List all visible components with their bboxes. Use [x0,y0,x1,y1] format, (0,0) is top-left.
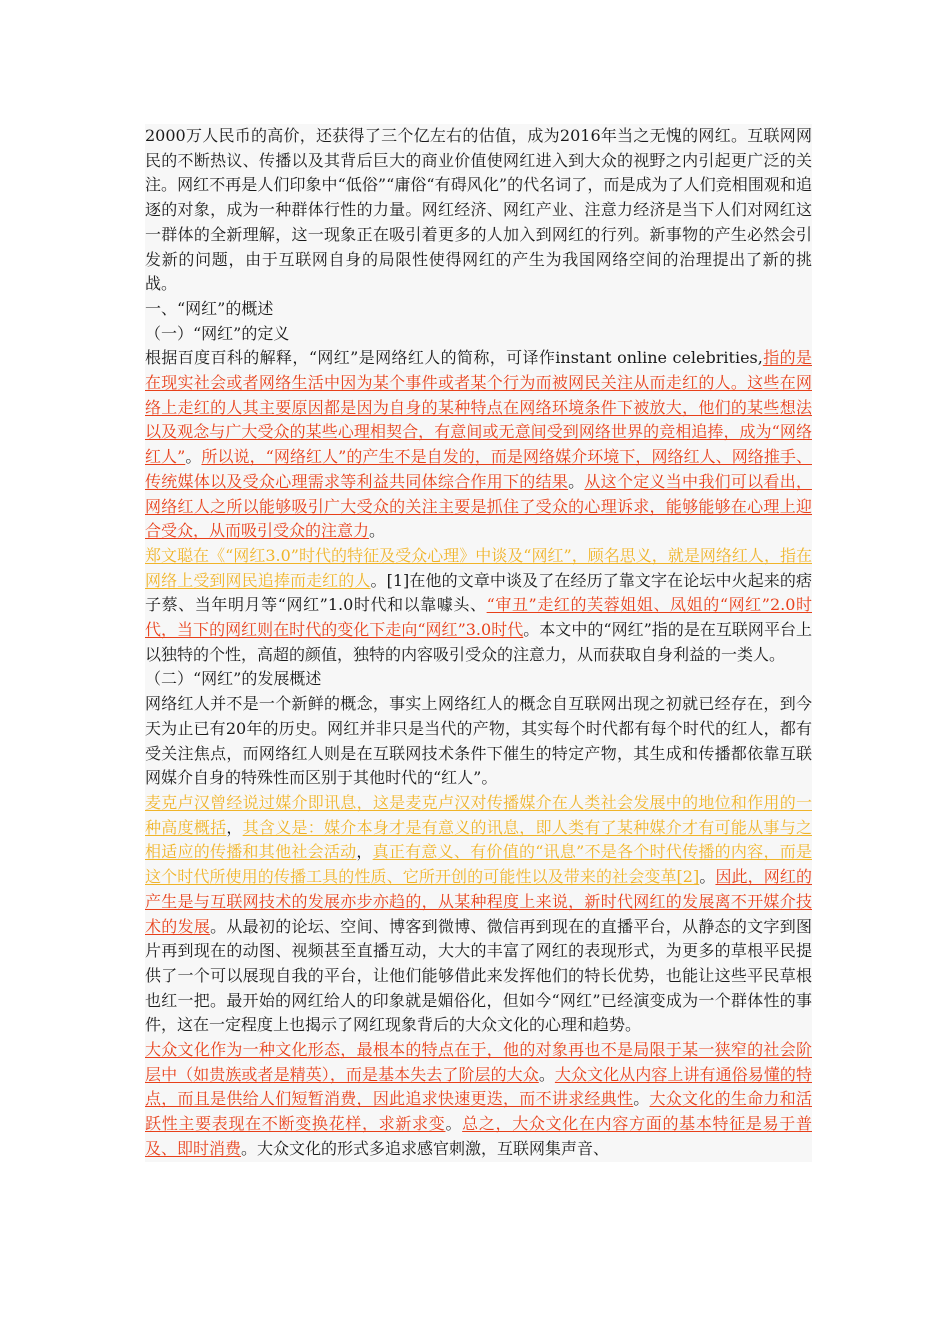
body-paragraph [145,791,812,1038]
text-run: 。本文中的“网红”指的是在互联网平台上以独特的个性，高超的颜值，独特的内容吸引受众的注意力，从而获取自身利益的一类人。 [145,620,812,664]
body-paragraph [145,692,812,791]
text-run: 网络红人并不是一个新鲜的概念，事实上网络红人的概念自互联网出现之初就已经存在，到今天为止已有20年的历史。网红并非只是当代的产物，其实每个时代都有每个时代的红人，都有受关注焦点，而网络红人则是在互联网技术条件下催生的特定产物，其生成和传播都依靠互联网媒介自身的特殊性而区别于其他时代的“红人”。 [145,694,812,788]
red-highlighted-text: “审丑”走红的芙蓉姐姐、凤姐的“网红”2.0时代，当下的网红则在时代的变化下走向“网红”3.0时代 [145,595,812,640]
section-heading [145,322,812,347]
text-run: 。 [568,471,585,491]
text-run: 。 [445,1114,463,1134]
yellow-highlighted-text: 真正有意义、有价值的“讯息”不是各个时代传播的内容，而是这个时代所使用的传播工具的性质、它所开创的可能性以及带来的社会变革[2] [145,842,812,887]
document-page [145,124,812,1162]
text-run: 2000万人民币的高价，还获得了三个亿左右的估值，成为2016年当之无愧的网红。互联网网民的不断热议、传播以及其背后巨大的商业价值使网红进入到大众的视野之内引起更广泛的关注。网红不再是人们印象中“低俗”“庸俗“有碍风化”的代名词了，而是成为了人们竞相围观和追逐的对象，成为一种群体行性的力量。网红经济、网红产业、注意力经济是当下人们对网红这一群体的全新理解，这一现象正在吸引着更多的人加入到网红的行列。新事物的产生必然会引发新的问题，由于互联网自身的局限性使得网红的产生为我国网络空间的治理提出了新的挑战。 [145,126,812,294]
text-run: ， [356,842,373,862]
red-highlighted-text: 因此，网红的产生是与互联网技术的发展亦步亦趋的，从某种程度上来说，新时代网红的发展离不开媒介技术的发展 [145,867,812,936]
text-run: 。[1]在他的文章中谈及了在经历了靠文字在论坛中火起来的痞子蔡、当年明月等“网红”1.0时代和以靠噱头、 [145,570,812,615]
red-highlighted-text: 所以说，“网络红人”的产生不是自发的，而是网络媒介环境下，网络红人、网络推手、传统媒体以及受众心理需求等利益共同体综合作用下的结果 [145,447,812,491]
body-paragraph [145,544,812,668]
red-highlighted-text: 大众文化的生命力和活跃性主要表现在不断变换花样，求新求变 [145,1089,812,1134]
text-run: 。 [538,1064,555,1084]
text-run: 一、“网红”的概述 [145,298,274,318]
text-run: （一）“网红”的定义 [145,323,290,343]
text-run: （二）“网红”的发展概述 [145,669,322,689]
section-heading [145,667,812,692]
red-highlighted-text: 总之，大众文化在内容方面的基本特征是易于普及、即时消费 [145,1114,812,1158]
text-run: ， [226,817,243,837]
yellow-highlighted-text: 郑文聪在《“网红3.0”时代的特征及受众心理》中谈及“网红”，顾名思义，就是网络红人，指在网络上受到网民追捧而走红的人 [145,545,812,590]
text-run: 。大众文化的形式多追求感官刺激，互联网集声音、 [241,1138,610,1158]
red-highlighted-text: 指的是在现实社会或者网络生活中因为某个事件或者某个行为而被网民关注从而走红的人。这些在网络上走红的人其主要原因都是因为自身的某种特点在网络环境条件下被放大，他们的某些想法以及观念与广大受众的某些心理相契合，有意间或无意间受到网络世界的竞相追捧，成为“网络红人” [145,348,812,467]
red-highlighted-text: 大众文化从内容上讲有通俗易懂的特点，而且是供给人们短暂消费，因此追求快速更迭，而不讲求经典性 [145,1064,812,1109]
red-highlighted-text: 从这个定义当中我们可以看出，网络红人之所以能够吸引广大受众的关注主要是抓住了受众的心理诉求，能够能够在心理上迎合受众，从而吸引受众的注意力 [145,471,812,541]
text-run: 。 [699,867,716,887]
text-run: 。 [633,1089,650,1109]
yellow-highlighted-text: 其含义是：媒介本身才是有意义的讯息，即人类有了某种媒介才有可能从事与之相适应的传播和其他社会活动 [145,817,812,862]
text-run: 。从最初的论坛、空间、博客到微博、微信再到现在的直播平台，从静态的文字到图片再到现在的动图、视频甚至直播互动，大大的丰富了网红的表现形式，为更多的草根平民提供了一个可以展现自我的平台，让他们能够借此来发挥他们的特长优势，也能让这些平民草根也红一把。最开始的网红给人的印象就是媚俗化，但如今“网红”已经演变成为一个群体性的事件，这在一定程度上也揭示了网红现象背后的大众文化的心理和趋势。 [145,916,812,1035]
body-paragraph [145,1038,812,1162]
text-run: 。 [369,521,386,541]
section-heading [145,297,812,322]
red-highlighted-text: 大众文化作为一种文化形态，最根本的特点在于，他的对象再也不是局限于某一狭窄的社会阶层中（如贵族或者是精英），而是基本失去了阶层的大众 [145,1040,812,1084]
yellow-highlighted-text: 麦克卢汉曾经说过媒介即讯息，这是麦克卢汉对传播媒介在人类社会发展中的地位和作用的一种高度概括 [145,792,812,837]
body-paragraph [145,346,812,544]
body-paragraph [145,124,812,297]
text-run: 根据百度百科的解释，“网红”是网络红人的简称，可译作instant online celebrities, [145,348,763,368]
text-run: 。 [185,447,202,467]
